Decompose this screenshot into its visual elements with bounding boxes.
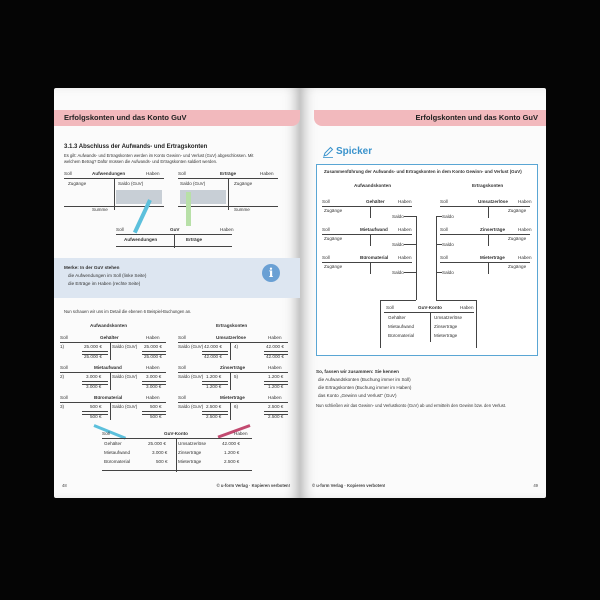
guv-amount: 2.500 € [224, 459, 240, 464]
account-title: Büromaterial [360, 255, 389, 260]
account-title: Mietaufwand [360, 227, 388, 232]
guv-ertraege: Erträge [186, 237, 203, 242]
haben-label: Haben [268, 395, 282, 400]
entry-zugaenge: Zugänge [508, 264, 527, 269]
row-marker: 6) [234, 404, 239, 409]
example-intro: Nun schauen wir uns im Detail die ebenen 6 Beispiel-Buchungen an. [64, 309, 192, 314]
row-marker: 4) [234, 344, 239, 349]
amount: 42.000 € [266, 344, 284, 349]
entry-saldo: Saldo [392, 242, 404, 247]
guv-amount: 42.000 € [222, 441, 240, 446]
account-title: Büromaterial [94, 395, 123, 400]
arrow-ertrag-to-guv [186, 192, 191, 226]
guv-entry: Zinserträge [178, 450, 202, 455]
col-aufwandskonten: Aufwandskonten [354, 183, 392, 188]
entry-saldo: Saldo [442, 242, 454, 247]
amount: 1.200 € [206, 374, 222, 379]
account-title: Gehälter [366, 199, 385, 204]
haben-label: Haben [518, 227, 532, 232]
account-title: Mieterträge [480, 255, 505, 260]
header-band [314, 110, 546, 126]
soll-label: Soll [60, 335, 68, 340]
entry-zugaenge: Zugänge [324, 208, 343, 213]
page-number: 48 [62, 483, 67, 488]
guv-entry: Büromaterial [388, 333, 415, 338]
right-page [300, 88, 546, 498]
row-marker: 3) [60, 404, 65, 409]
entry-saldo: Saldo [392, 214, 404, 219]
header-band [54, 110, 300, 126]
account-title: Erträge [220, 171, 237, 176]
haben-label: Haben [518, 199, 532, 204]
account-title: Zinserträge [220, 365, 246, 370]
connector-left [416, 216, 417, 300]
sum: 3.000 € [146, 384, 162, 389]
row-marker: 2) [60, 374, 65, 379]
entry-saldo: Saldo (GuV) [178, 404, 204, 409]
haben-label: Haben [220, 227, 234, 232]
soll-label: Soll [178, 365, 186, 370]
guv-entry: Mietaufwand [104, 450, 131, 455]
amount: 1.200 € [268, 374, 284, 379]
sum: 25.000 € [144, 354, 162, 359]
haben-label: Haben [268, 335, 282, 340]
entry-saldo: Saldo [442, 270, 454, 275]
sum: 42.000 € [266, 354, 284, 359]
spicker-title: Spicker [336, 146, 373, 157]
account-title: GuV-Konto [164, 431, 188, 436]
guv-entry: Mieterträge [434, 333, 458, 338]
sum: 42.000 € [204, 354, 222, 359]
guv-amount: 500 € [156, 459, 168, 464]
sum: 1.200 € [206, 384, 222, 389]
soll-label: Soll [64, 171, 72, 176]
account-title: GuV [170, 227, 180, 232]
guv-amount: 3.000 € [152, 450, 168, 455]
page-header: Erfolgskonten und das Konto GuV [64, 113, 187, 122]
left-page [54, 88, 300, 498]
entry-zugaenge: Zugänge [324, 236, 343, 241]
soll-label: Soll [60, 395, 68, 400]
col-aufwandskonten: Aufwandskonten [90, 323, 128, 328]
guv-amount: 25.000 € [148, 441, 166, 446]
entry-saldo: Saldo (GuV) [178, 374, 204, 379]
account-title: Umsatzerlöse [216, 335, 246, 340]
haben-label: Haben [234, 431, 248, 436]
row-marker: 1) [60, 344, 65, 349]
footer-copyright: © u-form Verlag · Kopieren verboten! [216, 483, 290, 488]
haben-label: Haben [518, 255, 532, 260]
guv-entry: Umsatzerlöse [434, 315, 463, 320]
amount: 500 € [90, 404, 102, 409]
page-header: Erfolgskonten und das Konto GuV [415, 113, 538, 122]
soll-label: Soll [386, 305, 394, 310]
entry-saldo: Saldo [442, 214, 454, 219]
entry-zugaenge: Zugänge [508, 236, 527, 241]
box-title: Zusammenführung der Aufwands- und Ertragskonten in dem Konto Gewinn- und Verlust (GuV) [324, 169, 522, 174]
sum: 500 € [150, 414, 162, 419]
sum: 2.500 € [206, 414, 222, 419]
amount: 3.000 € [146, 374, 162, 379]
guv-amount: 1.200 € [224, 450, 240, 455]
entry-summe: Summe [92, 207, 108, 212]
haben-label: Haben [260, 171, 274, 176]
guv-entry: Mieterträge [178, 459, 202, 464]
summary-item-1: die Aufwandskonten (Buchung immer im Soll) [318, 377, 411, 382]
haben-label: Haben [460, 305, 474, 310]
soll-label: Soll [178, 395, 186, 400]
pencil-icon [322, 146, 334, 158]
amount: 25.000 € [144, 344, 162, 349]
guv-aufwendungen: Aufwendungen [124, 237, 158, 242]
haben-label: Haben [146, 395, 160, 400]
account-title: Gehälter [100, 335, 119, 340]
entry-saldo: Saldo (GuV) [112, 344, 138, 349]
summary-text: Nun schließen wir das Gewinn- und Verlustkonto (GuV) ab und ermitteln den Gewinn bzw. den Verlust. [316, 403, 507, 408]
haben-label: Haben [146, 365, 160, 370]
account-title: Mietaufwand [94, 365, 122, 370]
soll-label: Soll [178, 335, 186, 340]
soll-label: Soll [322, 199, 330, 204]
account-title: Aufwendungen [92, 171, 126, 176]
sum: 1.200 € [268, 384, 284, 389]
guv-entry: Zinserträge [434, 324, 458, 329]
haben-label: Haben [268, 365, 282, 370]
intro-text-2: welchem Betrag? Dafür müssen die Aufwands- und Ertragskonten saldiert werden. [64, 159, 218, 164]
guv-entry: Umsatzerlöse [178, 441, 207, 446]
summary-item-3: das Konto „Gewinn und Verlust" (GuV) [318, 393, 397, 398]
account-title: Mieterträge [220, 395, 245, 400]
intro-text-1: Es gilt: Aufwands- und Ertragskonten werden im Konto Gewinn- und Verlust (GuV) abgeschlossen. Mit [64, 153, 254, 158]
entry-zugaenge: Zugänge [324, 264, 343, 269]
account-title: Umsatzerlöse [478, 199, 508, 204]
soll-label: Soll [440, 199, 448, 204]
merke-item-1: die Aufwendungen im Soll (linke Seite) [68, 273, 147, 278]
guv-entry: Mietaufwand [388, 324, 415, 329]
entry-saldo: Saldo [392, 270, 404, 275]
entry-saldo: Saldo (GuV) [180, 181, 206, 186]
account-title: Zinserträge [480, 227, 506, 232]
entry-saldo: Saldo (GuV) [118, 181, 144, 186]
soll-label: Soll [440, 255, 448, 260]
haben-label: Haben [146, 171, 160, 176]
guv-entry: Gehälter [388, 315, 406, 320]
account-title: GuV-Konto [418, 305, 442, 310]
soll-label: Soll [440, 227, 448, 232]
section-title: 3.1.3 Abschluss der Aufwands- und Ertragskonten [64, 144, 208, 150]
entry-zugaenge: Zugänge [508, 208, 527, 213]
merke-item-2: die Erträge im Haben (rechte Seite) [68, 281, 141, 286]
haben-label: Haben [398, 255, 412, 260]
soll-label: Soll [322, 227, 330, 232]
info-icon: i [262, 264, 280, 282]
col-ertragskonten: Ertragskonten [472, 183, 504, 188]
entry-zugaenge: Zugänge [234, 181, 253, 186]
entry-saldo: Saldo (GuV) [112, 374, 138, 379]
amount: 2.500 € [206, 404, 222, 409]
connector-right [436, 216, 437, 300]
sum: 2.500 € [268, 414, 284, 419]
soll-label: Soll [102, 431, 110, 436]
arrow-aufwand-to-guv [133, 199, 152, 233]
amount: 500 € [150, 404, 162, 409]
soll-label: Soll [178, 171, 186, 176]
haben-label: Haben [398, 199, 412, 204]
sum: 3.000 € [86, 384, 102, 389]
footer-copyright: © u-form Verlag · Kopieren verboten! [312, 483, 386, 488]
soll-label: Soll [60, 365, 68, 370]
sum: 25.000 € [84, 354, 102, 359]
amount: 42.000 € [204, 344, 222, 349]
col-ertragskonten: Ertragskonten [216, 323, 248, 328]
amount: 2.500 € [268, 404, 284, 409]
summary-item-2: die Ertragskonten (Buchung immer im Haben) [318, 385, 412, 390]
amount: 25.000 € [84, 344, 102, 349]
entry-saldo: Saldo (GuV) [178, 344, 204, 349]
sum: 500 € [90, 414, 102, 419]
row-marker: 5) [234, 374, 239, 379]
page-number: 49 [533, 483, 538, 488]
haben-label: Haben [146, 335, 160, 340]
entry-zugaenge: Zugänge [68, 181, 87, 186]
entry-summe: Summe [234, 207, 250, 212]
merke-title: Merke: In der GuV stehen [64, 265, 120, 270]
haben-label: Haben [398, 227, 412, 232]
soll-label: Soll [116, 227, 124, 232]
amount: 3.000 € [86, 374, 102, 379]
guv-entry: Büromaterial [104, 459, 131, 464]
soll-label: Soll [322, 255, 330, 260]
summary-title: So, fassen wir zusammen: Sie kennen [316, 369, 399, 374]
entry-saldo: Saldo (GuV) [112, 404, 138, 409]
guv-entry: Gehälter [104, 441, 122, 446]
